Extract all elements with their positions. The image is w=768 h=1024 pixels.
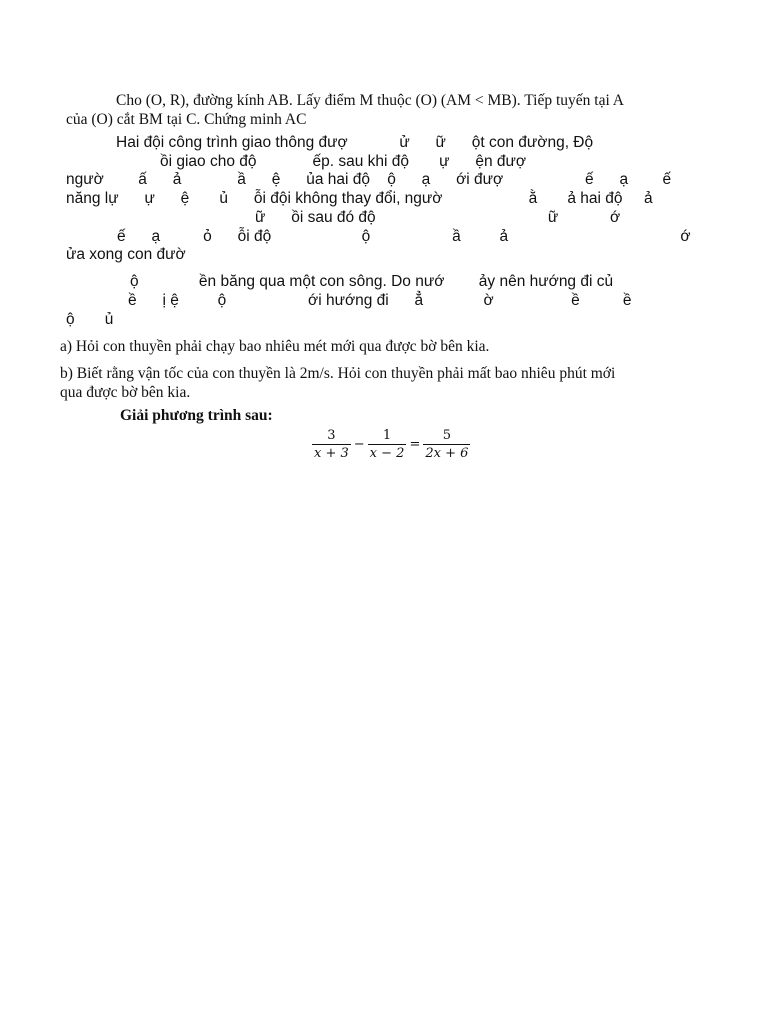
equation — [312, 428, 470, 461]
fraction-2 — [368, 428, 407, 461]
garbled-line: ộ ủ — [66, 311, 114, 328]
problem-1-line-2: của (O) cắt BM tại C. Chứng minh AC — [66, 111, 307, 128]
fraction-2-numerator: 1 — [382, 428, 392, 443]
minus-operator: − — [353, 437, 365, 452]
fraction-3-numerator: 5 — [442, 428, 451, 443]
garbled-line: ửa xong con đườ — [66, 246, 186, 263]
question-b-line-1: b) Biết rằng vận tốc của con thuyền là 2m/s. Hỏi con thuyền phải mất bao nhiêu phút mới — [60, 365, 616, 382]
fraction-3-denominator: 2x + 6 — [425, 446, 469, 461]
fraction-1-numerator: 3 — [327, 428, 336, 443]
fraction-3 — [423, 428, 470, 461]
garbled-line: ế ạ ỏ ỗi độ ộ ầ ả ớ — [117, 228, 691, 245]
garbled-line: ề ị ệ ộ ới hướng đi ẳ ờ ề ề — [128, 292, 632, 309]
equation-title: Giải phương trình sau: — [120, 407, 273, 424]
garbled-line: Hai đội công trình giao thông đượ ử ữ ột con đường, Độ — [116, 134, 594, 151]
question-b-line-2: qua được bờ bên kia. — [60, 384, 191, 401]
question-a: a) Hỏi con thuyền phải chạy bao nhiêu mét mới qua được bờ bên kia. — [60, 338, 490, 355]
garbled-line: ngườ ấ ả ầ ệ ủa hai độ ộ ạ ới đượ ế ạ ế — [66, 171, 672, 188]
garbled-line: ữ ồi sau đó độ ữ ớ — [255, 209, 621, 226]
equals-operator: = — [409, 437, 421, 452]
fraction-2-denominator: x − 2 — [369, 446, 405, 461]
garbled-line: năng lự ự ệ ủ ỗi đội không thay đổi, ngườ ằ ả hai độ ả — [66, 190, 653, 207]
fraction-1 — [312, 428, 351, 461]
fraction-1-denominator: x + 3 — [314, 446, 349, 461]
garbled-line: ộ ền băng qua một con sông. Do nướ ảy nên hướng đi củ — [130, 273, 614, 290]
garbled-line: ồi giao cho độ ếp. sau khi độ ự ện đượ — [160, 153, 527, 170]
problem-1-line-1: Cho (O, R), đường kính AB. Lấy điểm M thuộc (O) (AM < MB). Tiếp tuyến tại A — [116, 92, 624, 109]
